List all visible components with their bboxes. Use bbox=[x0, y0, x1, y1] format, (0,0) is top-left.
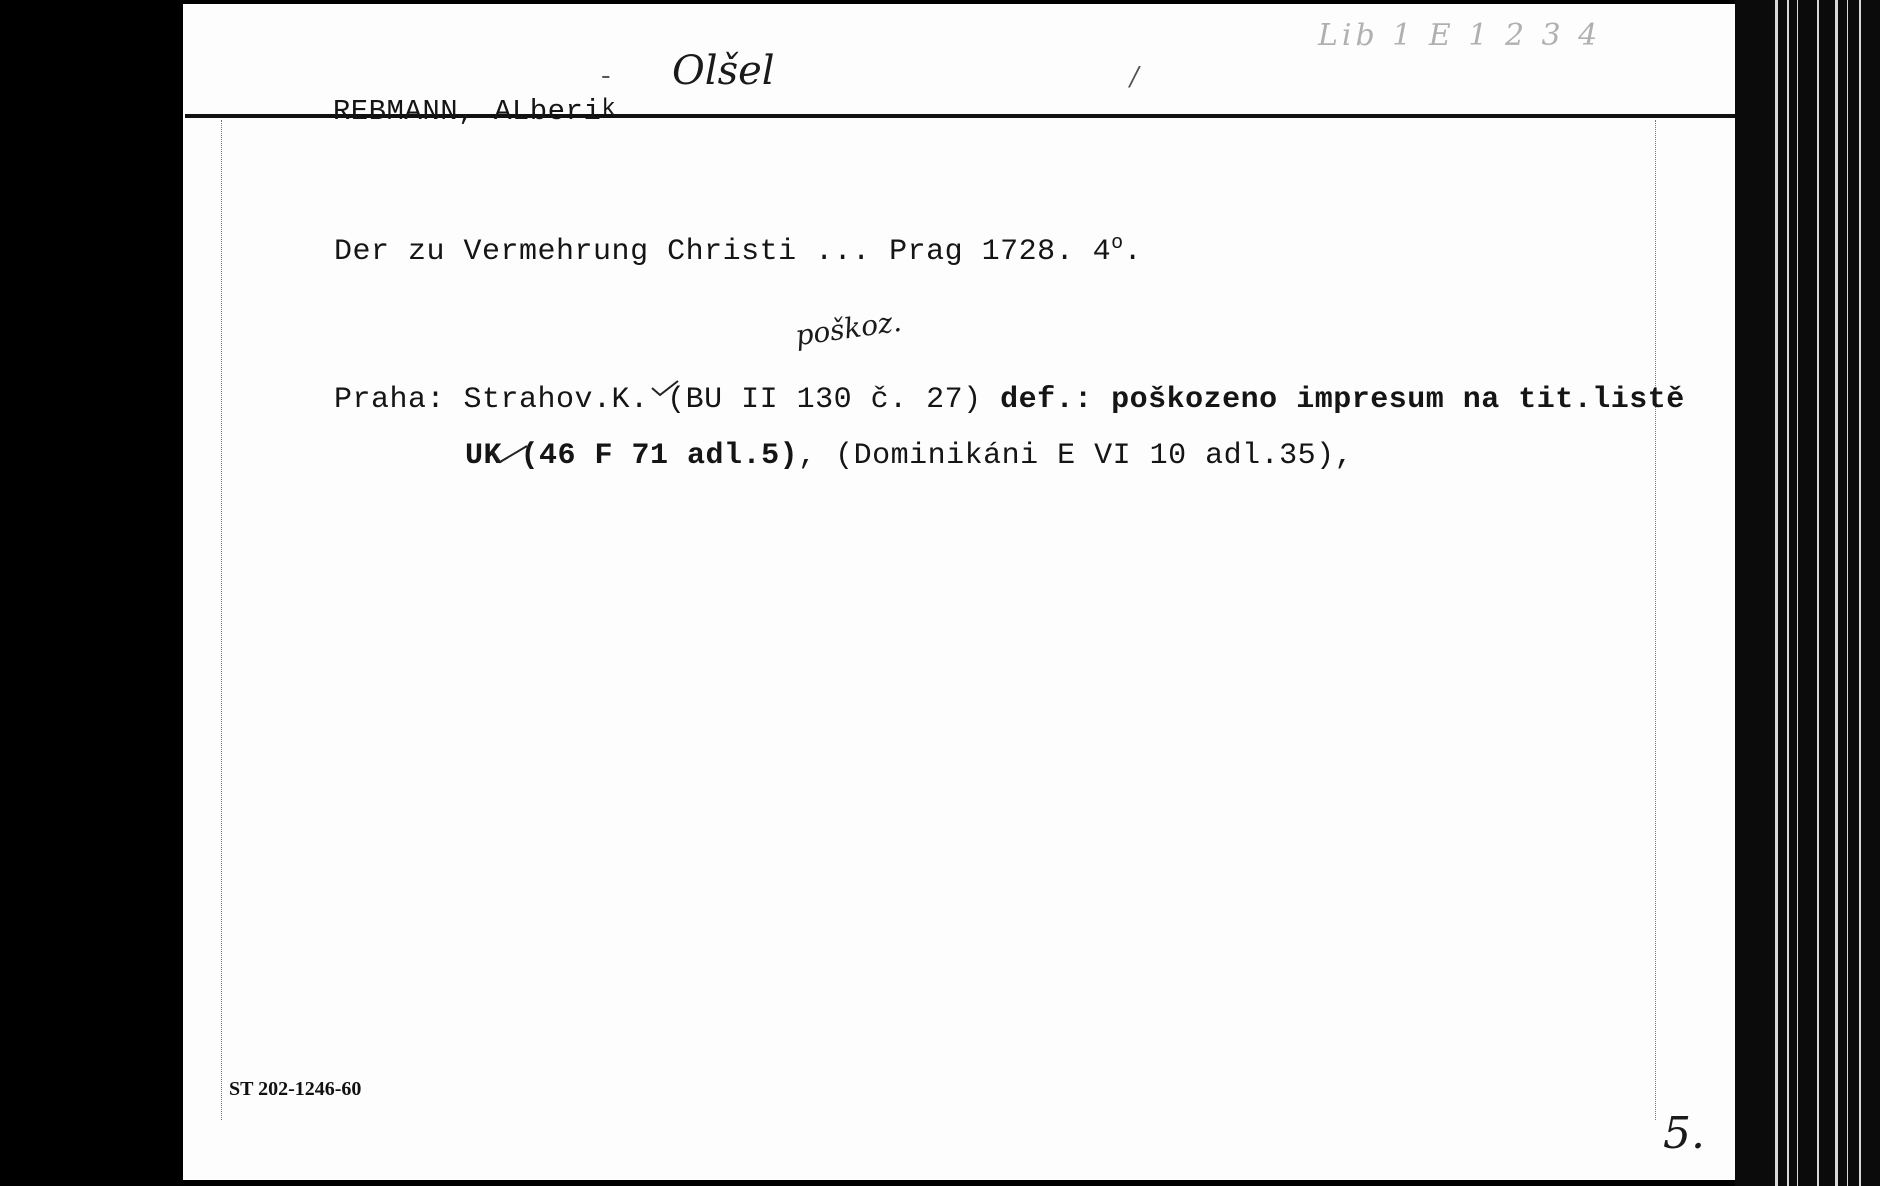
title-line: Der zu Vermehrung Christi ... Prag 1728. 4$^o$. bbox=[334, 232, 1143, 269]
faint-shelfmark-pencil: Lib 1 E 1 2 3 4 bbox=[1318, 18, 1602, 53]
right-margin-line bbox=[1655, 120, 1656, 1120]
film-edge-strip bbox=[1735, 0, 1880, 1186]
handwritten-annotation: poškoz. bbox=[793, 304, 904, 353]
heading-faint-mark: / bbox=[1130, 62, 1139, 92]
handwritten-heading-note: Olšel bbox=[672, 48, 775, 94]
card-form-code: ST 202-1246-60 bbox=[229, 1078, 362, 1100]
left-margin-line bbox=[221, 120, 222, 1120]
author-heading: REBMANN, ALberik bbox=[332, 95, 617, 128]
check-mark-icon bbox=[650, 378, 680, 398]
heading-dash: - bbox=[598, 62, 615, 92]
check-mark-icon bbox=[490, 442, 530, 466]
holdings-line-1: Praha: Strahov.K. (BU II 130 č. 27) def.: poškozeno impresum na tit.listě bbox=[334, 383, 1685, 417]
holdings-line-2: UK (46 F 71 adl.5), (Dominikáni E VI 10 adl.35), bbox=[465, 439, 1354, 473]
handwritten-card-number: 5. bbox=[1663, 1108, 1705, 1159]
catalog-card bbox=[183, 4, 1735, 1180]
